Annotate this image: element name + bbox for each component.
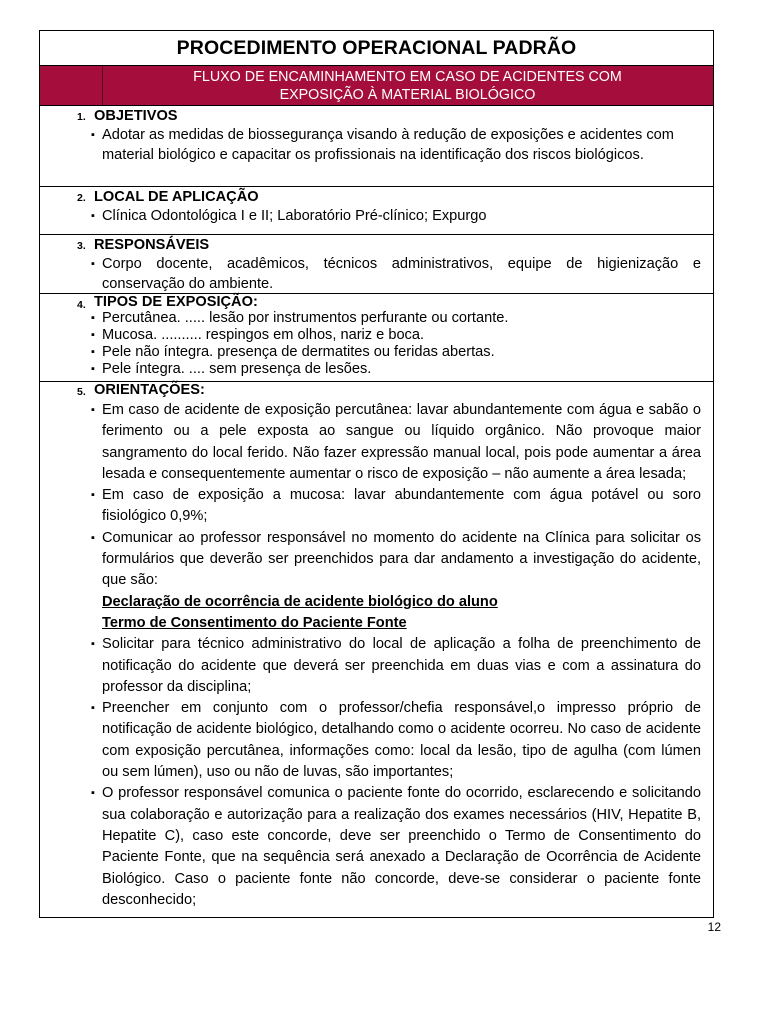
section-items (92, 310, 701, 378)
section-items (92, 125, 701, 165)
section-heading: RESPONSÁVEIS (94, 237, 210, 253)
document-frame (39, 30, 714, 918)
section-tipos-exposicao (40, 294, 713, 382)
list-item: ▪ Percutânea. ..... lesão por instrumentos perfurante ou cortante. (92, 310, 701, 327)
list-item: ▪ Preencher em conjunto com o professor/chefia responsável,o impresso próprio de notificação de acidente biológico, detalhando como o acidente ocorreu. No caso de acidente com exposição percutânea, informações como: local da lesão, tipo de agulha (com lúmen ou sem lúmen), uso ou não de luvas, são importantes; (92, 698, 701, 783)
form-termo-consentimento-link[interactable]: Termo de Consentimento do Paciente Fonte (102, 614, 407, 631)
subtitle-line-1: FLUXO DE ENCAMINHAMENTO EM CASO DE ACIDENTES COM (193, 69, 622, 85)
list-item: ▪ O professor responsável comunica o paciente fonte do ocorrido, esclarecendo e solicitando sua colaboração e autorização para a realização dos exames necessários (HIV, Hepatite B, Hepatite C), caso este concorde, deve ser preenchido o Termo de Consentimento do Paciente Fonte, que na sequência será anexado a Declaração de Ocorrência de Acidente Biológico. Caso o paciente fonte não concorde, deve-se considerar o paciente fonte desconhecido; (92, 783, 701, 911)
section-orientacoes (40, 382, 713, 917)
section-local (40, 187, 713, 235)
section-objetivos (40, 106, 713, 187)
section-number: 3. (77, 240, 86, 252)
list-item: ▪ Comunicar ao professor responsável no momento do acidente na Clínica para solicitar os formulários que deverão ser preenchidos para dar andamento a investigação do acidente, que são: (92, 528, 701, 592)
section-items (92, 400, 701, 911)
section-number: 1. (77, 111, 86, 123)
section-heading: TIPOS DE EXPOSIÇÃO: (94, 294, 258, 310)
section-number: 5. (77, 386, 86, 398)
section-items (92, 254, 701, 294)
section-number: 4. (77, 299, 86, 311)
page-title: PROCEDIMENTO OPERACIONAL PADRÃO (40, 31, 713, 66)
list-item: ▪ Pele não íntegra. presença de dermatites ou feridas abertas. (92, 344, 701, 361)
list-item: ▪ Em caso de exposição a mucosa: lavar abundantemente com água potável ou soro fisiológico 0,9%; (92, 485, 701, 528)
page-number: 12 (707, 920, 721, 934)
list-item: ▪ Em caso de acidente de exposição percutânea: lavar abundantemente com água e sabão o ferimento ou a pele exposta ao sangue ou líquido orgânico. Não provoque maior sangramento do local ferido. Não fazer expressão manual local, pois pode aumentar a área lesada e consequentemente aumentar o risco de exposição – não aumente a área lesada; (92, 400, 701, 485)
list-item: ▪ Clínica Odontológica I e II; Laboratório Pré-clínico; Expurgo (92, 206, 701, 226)
section-number: 2. (77, 192, 86, 204)
list-item: ▪ Solicitar para técnico administrativo do local de aplicação a folha de preenchimento de notificação do acidente que deverá ser preenchida em duas vias e com a assinatura do professor da disciplina; (92, 634, 701, 698)
section-heading: ORIENTAÇÕES: (94, 382, 205, 398)
list-item: ▪ Pele íntegra. .... sem presença de lesões. (92, 361, 701, 378)
subtitle (102, 68, 713, 104)
form-declaracao-link[interactable]: Declaração de ocorrência de acidente biológico do aluno (102, 593, 498, 610)
subtitle-band (40, 66, 713, 106)
section-responsaveis (40, 235, 713, 294)
section-heading: OBJETIVOS (94, 108, 178, 124)
section-items (92, 206, 701, 226)
section-heading: LOCAL DE APLICAÇÃO (94, 189, 259, 205)
list-item: ▪ Corpo docente, acadêmicos, técnicos administrativos, equipe de higienização e conservação do ambiente. (92, 254, 701, 294)
subtitle-line-2: EXPOSIÇÃO À MATERIAL BIOLÓGICO (279, 87, 536, 103)
list-item: ▪ Mucosa. .......... respingos em olhos, nariz e boca. (92, 327, 701, 344)
list-item: ▪ Adotar as medidas de biossegurança visando à redução de exposições e acidentes com material biológico e capacitar os profissionais na identificação dos riscos biológicos. (92, 125, 701, 165)
